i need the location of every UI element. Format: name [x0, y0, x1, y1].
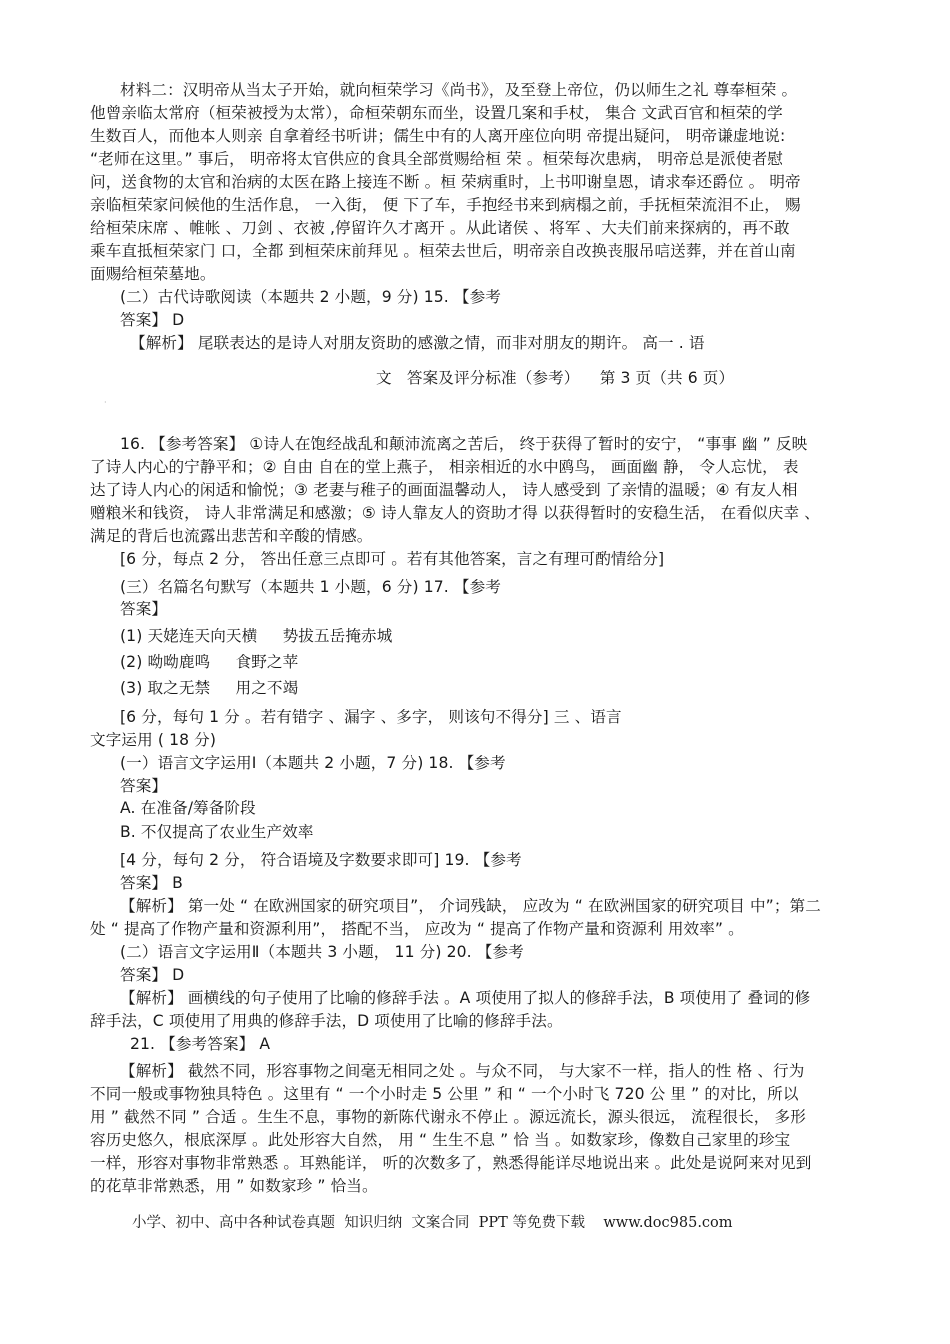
answer-label: 答案】 [120, 777, 168, 795]
analysis-line: 【解析】 尾联表达的是诗人对朋友资助的感激之情，而非对朋友的期许。 高一 . 语 [130, 334, 705, 352]
text-line: 亲临桓荣家问候他的生活作息， 一入街， 便 下了车，手抱经书来到病榻之前，手抚桓荣流泪不止， 赐 [90, 196, 801, 214]
text-line: 问，送食物的太官和治病的太医在路上接连不断 。桓 荣病重时，上书叩谢皇恩，请求奉还爵位 。 明帝 [90, 173, 801, 191]
scoring-note: [6 分，每点 2 分， 答出任意三点即可 。若有其他答案，言之有理可酌情给分] [120, 550, 665, 568]
page-footer-info: 文 答案及评分标准（参考） 第 3 页（共 6 页） [376, 369, 735, 387]
analysis-line: 容历史悠久，根底深厚 。此处形容大自然， 用 “ 生生不息 ” 恰 当 。如数家珍，像数自己家里的珍宝 [90, 1131, 791, 1149]
text-line: 达了诗人内心的闲适和愉悦；③ 老妻与稚子的画面温馨动人， 诗人感受到 了亲情的温暖；④ 有友人相 [90, 481, 798, 499]
section-heading: (二）古代诗歌阅读（本题共 2 小题，9 分) 15. 【参考 [120, 288, 501, 306]
answer-label: 答案】 D [120, 966, 185, 984]
section-heading: (一）语言文字运用Ⅰ（本题共 2 小题，7 分) 18. 【参考 [120, 754, 506, 772]
section-heading: (二）语言文字运用Ⅱ（本题共 3 小题， 11 分) 20. 【参考 [120, 943, 524, 961]
answer-item: (2) 呦呦鹿鸣 食野之苹 [120, 653, 299, 671]
analysis-line: 用 ” 截然不同 ” 合适 。生生不息，事物的新陈代谢永不停止 。源远流长，源头很远， 流程很长， 多形 [90, 1108, 806, 1126]
download-footer: 小学、初中、高中各种试卷真题 知识归纳 文案合同 PPT 等免费下载 www.doc985.com [132, 1215, 733, 1231]
answer-label: 答案】 [120, 600, 168, 618]
answer-item: (3) 取之无禁 用之不竭 [120, 679, 299, 697]
section-heading: 文字运用 ( 18 分) [90, 731, 217, 749]
text-line: 他曾亲临太常府（桓荣被授为太常），命桓荣朝东而坐，设置几案和手杖， 集合 文武百官和桓荣的学 [90, 104, 783, 122]
answer-label: 答案】 D [120, 311, 185, 329]
analysis-line: 的花草非常熟悉，用 ” 如数家珍 ” 恰当。 [90, 1177, 378, 1195]
text-line: 16. 【参考答案】 ①诗人在饱经战乱和颠沛流离之苦后， 终于获得了暂时的安宁， “事事 幽 ” 反映 [120, 435, 808, 453]
text-line: 满足的背后也流露出悲苦和辛酸的情感。 [90, 527, 373, 545]
analysis-line: 处 “ 提高了作物产量和资源利用”， 搭配不当， 应改为 “ 提高了作物产量和资源利 用效率” 。 [90, 920, 744, 938]
text-line: 面赐给桓荣墓地。 [90, 265, 216, 283]
text-line: “老师在这里。” 事后， 明帝将太官供应的食具全部赏赐给桓 荣 。桓荣每次患病， 明帝总是派使者慰 [90, 150, 783, 168]
answer-item: B. 不仅提高了农业生产效率 [120, 823, 314, 841]
scoring-note: [4 分，每句 2 分， 符合语境及字数要求即可] 19. 【参考 [120, 851, 522, 869]
answer-item: (1) 天姥连天向天横 势拔五岳掩赤城 [120, 627, 393, 645]
analysis-line: 辞手法，C 项使用了用典的修辞手法，D 项使用了比喻的修辞手法。 [90, 1012, 563, 1030]
page-break-mark: · [104, 398, 107, 407]
text-line: 给桓荣床席 、帷帐 、刀剑 、衣被 ,停留许久才离开 。从此诸侯 、将军 、大夫们前来探病的，再不敢 [90, 219, 790, 237]
section-heading: (三）名篇名句默写（本题共 1 小题，6 分) 17. 【参考 [120, 578, 501, 596]
text-line: 赠粮米和钱资， 诗人非常满足和感激；⑤ 诗人靠友人的资助才得 以获得暂时的安稳生活， 在看似庆幸 、 [90, 504, 820, 522]
analysis-line: 不同一般或事物独具特色 。这里有 “ 一个小时走 5 公里 ” 和 “ 一个小时飞 720 公 里 ” 的对比，所以 [90, 1085, 799, 1103]
answer-label: 21. 【参考答案】 A [130, 1035, 271, 1053]
answer-label: 答案】 B [120, 874, 183, 892]
analysis-line: 【解析】 第一处 “ 在欧洲国家的研究项目”， 介词残缺， 应改为 “ 在欧洲国家的研究项目 中”；第二 [120, 897, 821, 915]
analysis-line: 【解析】 截然不同，形容事物之间毫无相同之处 。与众不同， 与大家不一样，指人的性 格 、行为 [120, 1062, 805, 1080]
text-line: 生数百人，而他本人则亲 自拿着经书听讲；儒生中有的人离开座位向明 帝提出疑问， 明帝谦虚地说: [90, 127, 786, 145]
text-line: 材料二：汉明帝从当太子开始，就向桓荣学习《尚书》，及至登上帝位，仍以师生之礼 尊奉桓荣 。 [120, 81, 798, 99]
answer-item: A. 在准备/筹备阶段 [120, 799, 256, 817]
analysis-line: 【解析】 画横线的句子使用了比喻的修辞手法 。A 项使用了拟人的修辞手法，B 项使用了 叠词的修 [120, 989, 811, 1007]
text-line: 乘车直抵桓荣家门 口，全都 到桓荣床前拜见 。桓荣去世后，明帝亲自改换丧服吊唁送葬，并在首山南 [90, 242, 796, 260]
text-line: 了诗人内心的宁静平和；② 自由 自在的堂上燕子， 相亲相近的水中鸥鸟， 画面幽 静， 令人忘忧， 表 [90, 458, 799, 476]
analysis-line: 一样，形容对事物非常熟悉 。耳熟能详， 听的次数多了，熟悉得能详尽地说出来 。此处是说阿来对见到 [90, 1154, 812, 1172]
scoring-note: [6 分，每句 1 分 。若有错字 、漏字 、多字， 则该句不得分] 三 、语言 [120, 708, 622, 726]
